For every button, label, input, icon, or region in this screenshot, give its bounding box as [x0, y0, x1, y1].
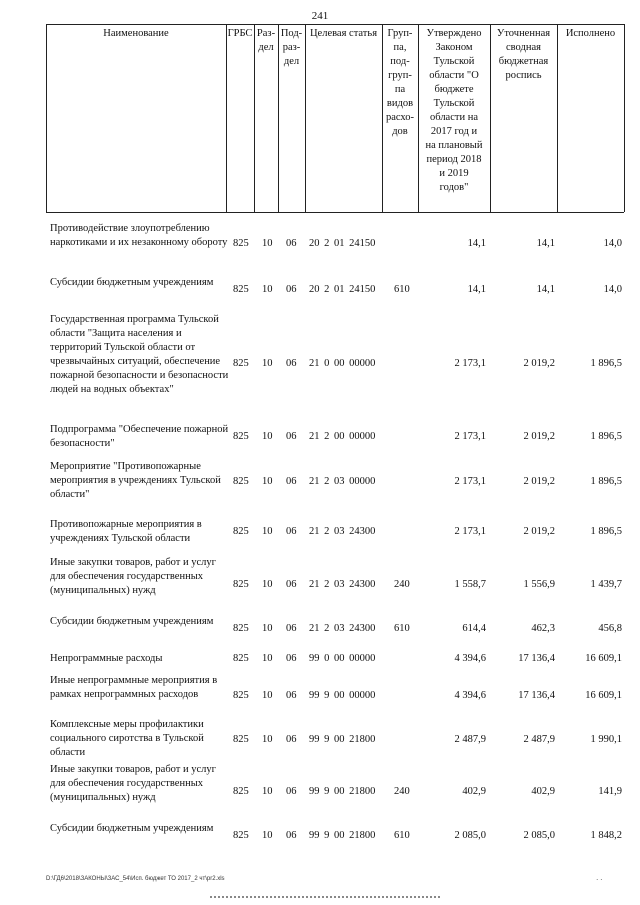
- row-celevaya-statya: 20 2 01 24150: [309, 238, 376, 249]
- table-row: [0, 652, 640, 668]
- row-utochnennaya: 2 019,2: [523, 358, 555, 369]
- table-row: [0, 222, 640, 268]
- row-name: Непрограммные расходы: [50, 653, 163, 664]
- row-utochnennaya: 2 019,2: [523, 526, 555, 537]
- row-name: Субсидии бюджетным учреждениям: [50, 277, 214, 288]
- row-vid-rashodov: 610: [394, 623, 410, 634]
- table-row: [0, 423, 640, 453]
- row-name: Мероприятие "Противопожарные мероприятия в учреждениях Тульской области": [50, 461, 221, 500]
- row-grbs: 825: [233, 431, 249, 442]
- row-razdel: 10: [262, 238, 273, 249]
- row-ispolneno: 1 896,5: [590, 431, 622, 442]
- row-podrazdel: 06: [286, 786, 297, 797]
- table-row: [0, 276, 640, 306]
- table-row: [0, 763, 640, 823]
- row-grbs: 825: [233, 579, 249, 590]
- row-utochnennaya: 2 487,9: [523, 734, 555, 745]
- row-ispolneno: 16 609,1: [585, 690, 622, 701]
- row-name: Субсидии бюджетным учреждениям: [50, 616, 214, 627]
- file-path-footer: D:\ГД6\2018\ЗАКОНЫ\ЗАС_54\Исп. бюджет ТО 2017_2 чт\pr2.xls: [46, 876, 225, 882]
- page-number: 241: [311, 10, 329, 22]
- row-utverzhdeno: 1 558,7: [454, 579, 486, 590]
- scan-artifact-line: [210, 896, 440, 898]
- row-ispolneno: 14,0: [603, 238, 622, 249]
- row-utverzhdeno: 2 173,1: [454, 431, 486, 442]
- row-celevaya-statya: 20 2 01 24150: [309, 284, 376, 295]
- row-razdel: 10: [262, 830, 273, 841]
- row-vid-rashodov: 610: [394, 284, 410, 295]
- row-utverzhdeno: 14,1: [467, 238, 486, 249]
- row-podrazdel: 06: [286, 526, 297, 537]
- table-row: [0, 718, 640, 764]
- row-celevaya-statya: 21 0 00 00000: [309, 358, 376, 369]
- row-podrazdel: 06: [286, 734, 297, 745]
- row-podrazdel: 06: [286, 623, 297, 634]
- row-grbs: 825: [233, 358, 249, 369]
- header-podrazdel: Под- раз- дел: [280, 28, 303, 67]
- row-podrazdel: 06: [286, 284, 297, 295]
- row-name: Государственная программа Тульской области "Защита населения и территорий Тульской области от чрезвычайных ситуаций, обеспечение пожарной безопасности и безопасности людей на водных объектах": [50, 314, 229, 395]
- row-utochnennaya: 17 136,4: [518, 690, 555, 701]
- table-row: [0, 615, 640, 645]
- row-ispolneno: 14,0: [603, 284, 622, 295]
- row-razdel: 10: [262, 431, 273, 442]
- row-grbs: 825: [233, 238, 249, 249]
- row-utochnennaya: 1 556,9: [523, 579, 555, 590]
- row-ispolneno: 16 609,1: [585, 653, 622, 664]
- row-utverzhdeno: 402,9: [462, 786, 486, 797]
- row-podrazdel: 06: [286, 653, 297, 664]
- row-podrazdel: 06: [286, 830, 297, 841]
- row-name: Противопожарные мероприятия в учреждениях Тульской области: [50, 519, 202, 544]
- row-grbs: 825: [233, 830, 249, 841]
- row-celevaya-statya: 21 2 03 24300: [309, 579, 376, 590]
- row-utochnennaya: 17 136,4: [518, 653, 555, 664]
- row-podrazdel: 06: [286, 358, 297, 369]
- table-row: [0, 518, 640, 548]
- row-utverzhdeno: 2 173,1: [454, 526, 486, 537]
- row-razdel: 10: [262, 358, 273, 369]
- header-utochnennaya: Уточненная сводная бюджетная роспись: [496, 28, 551, 81]
- row-utverzhdeno: 4 394,6: [454, 653, 486, 664]
- row-utverzhdeno: 2 173,1: [454, 358, 486, 369]
- row-utverzhdeno: 14,1: [467, 284, 486, 295]
- header-gruppa-vidov: Груп- па, под- груп- па видов расхо- дов: [385, 28, 415, 137]
- header-name: Наименование: [103, 28, 169, 39]
- row-name: Противодействие злоупотреблению наркотиками и их незаконному обороту: [50, 223, 228, 248]
- row-ispolneno: 456,8: [598, 623, 622, 634]
- row-celevaya-statya: 99 9 00 21800: [309, 786, 376, 797]
- header-utverzhdeno: Утверждено Законом Тульской области "О бюджете Тульской области на 2017 год и на плановый период 2018 и 2019 годов": [425, 28, 483, 193]
- row-podrazdel: 06: [286, 476, 297, 487]
- row-razdel: 10: [262, 690, 273, 701]
- row-ispolneno: 1 896,5: [590, 476, 622, 487]
- table-row: [0, 674, 640, 720]
- row-name: Комплексные меры профилактики социального сиротства в Тульской области: [50, 719, 204, 758]
- row-utochnennaya: 14,1: [536, 238, 555, 249]
- row-utverzhdeno: 614,4: [462, 623, 486, 634]
- row-ispolneno: 1 896,5: [590, 526, 622, 537]
- row-celevaya-statya: 21 2 00 00000: [309, 431, 376, 442]
- row-podrazdel: 06: [286, 238, 297, 249]
- table-row: [0, 822, 640, 852]
- row-name: Иные закупки товаров, работ и услуг для обеспечения государственных (муниципальных) нужд: [50, 557, 216, 596]
- footer-mark: · ·: [596, 876, 603, 884]
- row-vid-rashodov: 610: [394, 830, 410, 841]
- row-razdel: 10: [262, 653, 273, 664]
- row-utochnennaya: 2 019,2: [523, 476, 555, 487]
- row-celevaya-statya: 99 9 00 21800: [309, 830, 376, 841]
- row-grbs: 825: [233, 476, 249, 487]
- row-grbs: 825: [233, 623, 249, 634]
- row-razdel: 10: [262, 786, 273, 797]
- row-utochnennaya: 462,3: [531, 623, 555, 634]
- table-row: [0, 313, 640, 413]
- row-vid-rashodov: 240: [394, 579, 410, 590]
- row-celevaya-statya: 21 2 03 00000: [309, 476, 376, 487]
- row-podrazdel: 06: [286, 579, 297, 590]
- row-razdel: 10: [262, 579, 273, 590]
- row-razdel: 10: [262, 526, 273, 537]
- row-utverzhdeno: 2 085,0: [454, 830, 486, 841]
- row-grbs: 825: [233, 734, 249, 745]
- row-utochnennaya: 14,1: [536, 284, 555, 295]
- row-grbs: 825: [233, 526, 249, 537]
- row-grbs: 825: [233, 786, 249, 797]
- table-row: [0, 460, 640, 506]
- header-celevaya-statya: Целевая статья: [309, 28, 378, 39]
- row-celevaya-statya: 99 0 00 00000: [309, 653, 376, 664]
- row-celevaya-statya: 99 9 00 21800: [309, 734, 376, 745]
- row-ispolneno: 1 439,7: [590, 579, 622, 590]
- table-header: [46, 24, 624, 212]
- row-ispolneno: 1 990,1: [590, 734, 622, 745]
- row-utochnennaya: 402,9: [531, 786, 555, 797]
- row-ispolneno: 1 896,5: [590, 358, 622, 369]
- header-grbs: ГРБС: [227, 28, 253, 39]
- row-utochnennaya: 2 019,2: [523, 431, 555, 442]
- row-celevaya-statya: 21 2 03 24300: [309, 623, 376, 634]
- header-ispolneno: Исполнено: [565, 28, 616, 39]
- table-row: [0, 556, 640, 616]
- row-ispolneno: 1 848,2: [590, 830, 622, 841]
- row-utverzhdeno: 2 487,9: [454, 734, 486, 745]
- row-razdel: 10: [262, 734, 273, 745]
- row-podrazdel: 06: [286, 431, 297, 442]
- row-razdel: 10: [262, 476, 273, 487]
- row-name: Подпрограмма "Обеспечение пожарной безопасности": [50, 424, 229, 449]
- row-name: Иные закупки товаров, работ и услуг для обеспечения государственных (муниципальных) нужд: [50, 764, 216, 803]
- row-celevaya-statya: 99 9 00 00000: [309, 690, 376, 701]
- row-name: Субсидии бюджетным учреждениям: [50, 823, 214, 834]
- row-razdel: 10: [262, 284, 273, 295]
- row-grbs: 825: [233, 284, 249, 295]
- header-razdel: Раз- дел: [256, 28, 276, 53]
- row-utverzhdeno: 4 394,6: [454, 690, 486, 701]
- row-vid-rashodov: 240: [394, 786, 410, 797]
- row-celevaya-statya: 21 2 03 24300: [309, 526, 376, 537]
- row-utverzhdeno: 2 173,1: [454, 476, 486, 487]
- row-razdel: 10: [262, 623, 273, 634]
- row-grbs: 825: [233, 690, 249, 701]
- row-name: Иные непрограммные мероприятия в рамках непрограммных расходов: [50, 675, 218, 700]
- row-grbs: 825: [233, 653, 249, 664]
- row-podrazdel: 06: [286, 690, 297, 701]
- row-utochnennaya: 2 085,0: [523, 830, 555, 841]
- row-ispolneno: 141,9: [598, 786, 622, 797]
